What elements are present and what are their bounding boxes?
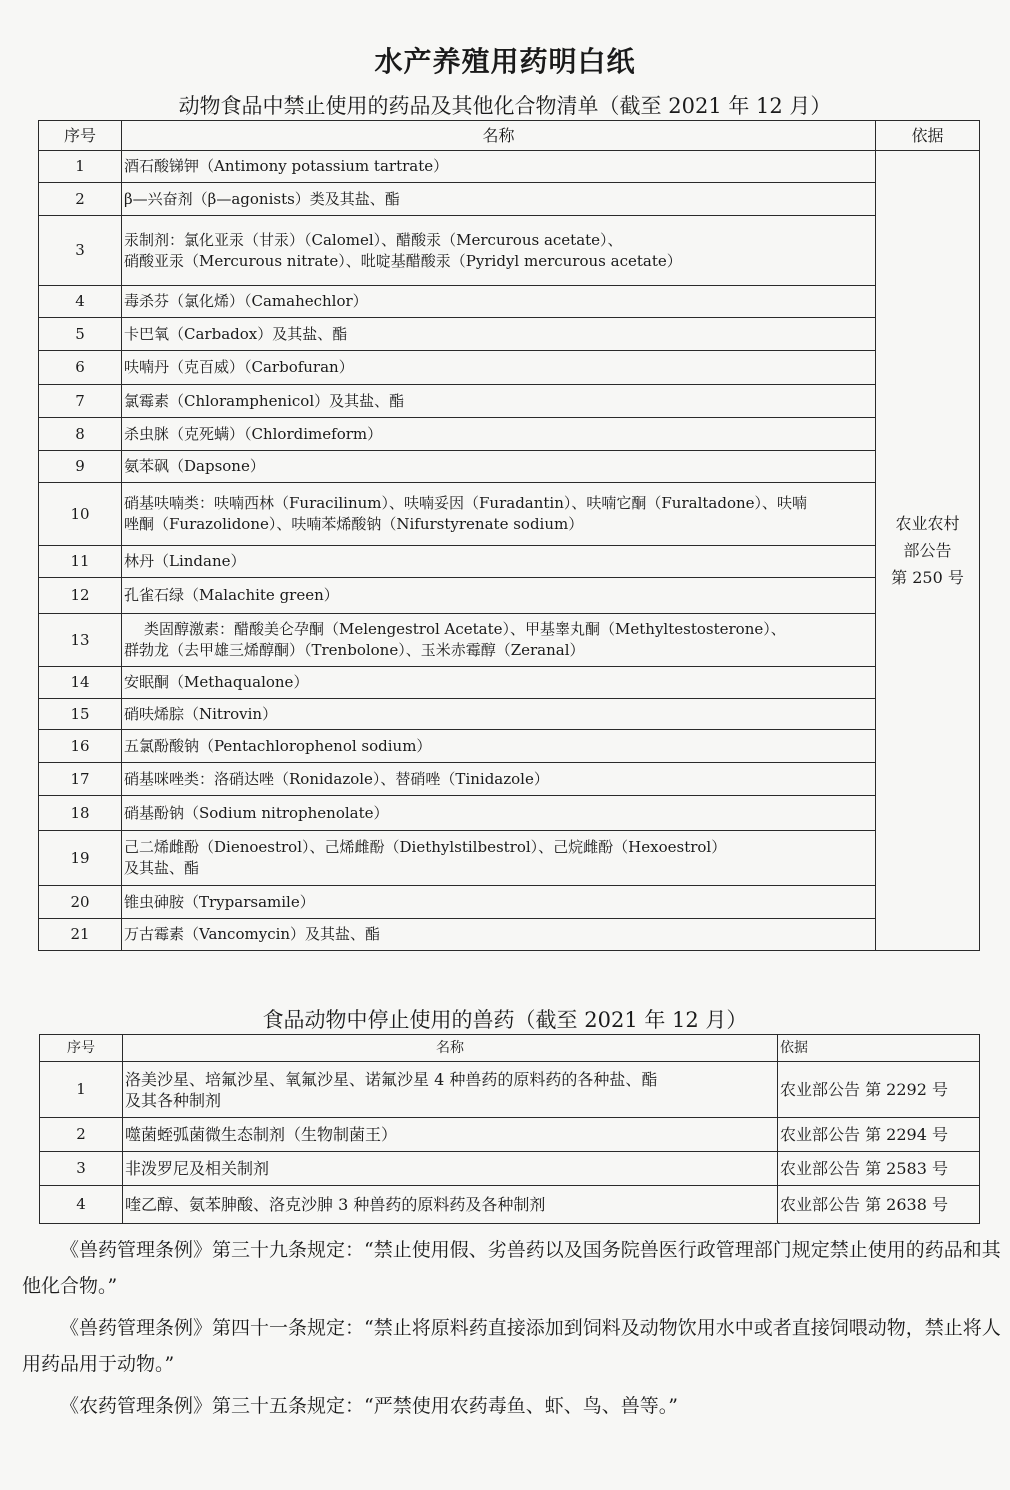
table-row (39, 886, 980, 919)
name-line: 硝呋烯腙（Nitrovin） (124, 704, 278, 723)
row-name (122, 730, 876, 763)
row-number: 10 (39, 483, 122, 546)
table-row (39, 763, 980, 796)
table-row (39, 385, 980, 418)
name-line: 硝基酚钠（Sodium nitrophenolate） (124, 803, 389, 822)
row-number: 15 (39, 699, 122, 730)
name-line: 酒石酸锑钾（Antimony potassium tartrate） (124, 157, 449, 175)
name-line: β—兴奋剂（β—agonists）类及其盐、酯 (124, 189, 400, 208)
row-name (122, 667, 876, 699)
name-line: 唑酮（Furazolidone）、呋喃苯烯酸钠（Nifurstyrenate sodium） (124, 515, 584, 533)
name-line: 万古霉素（Vancomycin）及其盐、酯 (124, 925, 381, 943)
basis-line: 部公告 (903, 541, 952, 560)
name-line: 汞制剂：氯化亚汞（甘汞）（Calomel）、醋酸汞（Mercurous acetate）、 (124, 230, 623, 249)
banned-substances-table (38, 120, 980, 951)
name-line: 安眠酮（Methaqualone） (124, 673, 309, 691)
name-line: 毒杀芬（氯化烯）（Camahechlor） (124, 292, 368, 310)
header-name: 名称 (123, 1035, 778, 1062)
header-basis: 依据 (876, 121, 980, 151)
table-row (39, 831, 980, 886)
table-row (40, 1118, 980, 1152)
name-line: 非泼罗尼及相关制剂 (125, 1159, 270, 1178)
row-number: 20 (39, 886, 122, 919)
row-number: 5 (39, 318, 122, 351)
row-basis: 农业部公告 第 2294 号 (778, 1118, 980, 1152)
name-line: 及其各种制剂 (125, 1090, 222, 1110)
row-name (122, 286, 876, 318)
name-line: 及其盐、酯 (124, 859, 200, 877)
name-line: 孔雀石绿（Malachite green） (124, 586, 339, 604)
row-number: 13 (39, 614, 122, 667)
row-number: 1 (40, 1062, 123, 1118)
row-name (122, 351, 876, 385)
table-row (39, 796, 980, 831)
basis-cell (876, 151, 980, 951)
row-number: 6 (39, 351, 122, 385)
header-basis: 依据 (778, 1035, 980, 1062)
row-name (122, 216, 876, 286)
row-name (122, 318, 876, 351)
row-name (122, 831, 876, 886)
row-name (122, 614, 876, 667)
name-line: 五氯酚酸钠（Pentachlorophenol sodium） (124, 736, 432, 755)
row-number: 18 (39, 796, 122, 831)
name-line: 噬菌蛭弧菌微生态制剂（生物制菌王） (125, 1125, 398, 1144)
header-no: 序号 (39, 121, 122, 151)
row-name (122, 451, 876, 483)
table-row (39, 483, 980, 546)
row-name (123, 1186, 778, 1224)
table-row (39, 546, 980, 578)
table-row (40, 1186, 980, 1224)
row-number: 19 (39, 831, 122, 886)
header-name: 名称 (122, 121, 876, 151)
table-row (40, 1152, 980, 1186)
row-name (122, 796, 876, 831)
row-name (123, 1152, 778, 1186)
row-basis: 农业部公告 第 2292 号 (778, 1062, 980, 1118)
row-name (122, 183, 876, 216)
table-row (39, 451, 980, 483)
row-number: 2 (39, 183, 122, 216)
name-line: 硝酸亚汞（Mercurous nitrate）、吡啶基醋酸汞（Pyridyl mercurous acetate） (124, 251, 682, 270)
row-number: 12 (39, 578, 122, 614)
row-number: 21 (39, 919, 122, 951)
table-row (39, 699, 980, 730)
name-line: 喹乙醇、氨苯胂酸、洛克沙胂 3 种兽药的原料药及各种制剂 (125, 1195, 546, 1214)
name-line: 锥虫砷胺（Tryparsamile） (124, 892, 315, 911)
row-name (122, 418, 876, 451)
row-name (122, 919, 876, 951)
row-number: 3 (39, 216, 122, 286)
row-number: 11 (39, 546, 122, 578)
table-row (39, 919, 980, 951)
row-number: 2 (40, 1118, 123, 1152)
row-number: 4 (40, 1186, 123, 1224)
regulation-paragraph: 《农药管理条例》第三十五条规定：“严禁使用农药毒鱼、虾、鸟、兽等。” (60, 1395, 678, 1417)
name-line: 氯霉素（Chloramphenicol）及其盐、酯 (124, 391, 405, 410)
regulation-paragraph: 《兽药管理条例》第四十一条规定：“禁止将原料药直接添加到饲料及动物饮用水中或者直接饲喂动物，禁止将人用药品用于动物。” (22, 1317, 1001, 1375)
row-name (123, 1062, 778, 1118)
row-name (122, 699, 876, 730)
row-name (123, 1118, 778, 1152)
row-number: 14 (39, 667, 122, 699)
row-basis: 农业部公告 第 2638 号 (778, 1186, 980, 1224)
row-name (122, 385, 876, 418)
name-line: 硝基咪唑类：洛硝达唑（Ronidazole）、替硝唑（Tinidazole） (124, 769, 549, 788)
table-row (39, 667, 980, 699)
table2-title: 食品动物中停止使用的兽药（截至 2021 年 12 月） (262, 1008, 748, 1032)
basis-line: 农业农村 (895, 514, 960, 533)
row-number: 4 (39, 286, 122, 318)
name-line: 氨苯砜（Dapsone） (124, 457, 265, 475)
basis-line: 第 250 号 (891, 568, 964, 587)
table-row (39, 183, 980, 216)
row-name (122, 578, 876, 614)
regulation-paragraph: 《兽药管理条例》第三十九条规定：“禁止使用假、劣兽药以及国务院兽医行政管理部门规定禁止使用的药品和其他化合物。” (22, 1239, 1001, 1297)
table1-title: 动物食品中禁止使用的药品及其他化合物清单（截至 2021 年 12 月） (178, 94, 832, 118)
row-name (122, 546, 876, 578)
row-name (122, 151, 876, 183)
name-line: 呋喃丹（克百威）（Carbofuran） (124, 358, 354, 376)
name-line: 杀虫脒（克死螨）（Chlordimeform） (124, 424, 383, 443)
row-number: 16 (39, 730, 122, 763)
row-number: 7 (39, 385, 122, 418)
name-line: 己二烯雌酚（Dienoestrol）、己烯雌酚（Diethylstilbestrol）、己烷雌酚（Hexoestrol） (124, 838, 727, 856)
table-row (39, 351, 980, 385)
row-number: 17 (39, 763, 122, 796)
row-name (122, 483, 876, 546)
row-basis: 农业部公告 第 2583 号 (778, 1152, 980, 1186)
table-row (39, 318, 980, 351)
table-row (39, 418, 980, 451)
row-number: 8 (39, 418, 122, 451)
name-line: 卡巴氧（Carbadox）及其盐、酯 (124, 324, 348, 343)
header-no: 序号 (40, 1035, 123, 1062)
table-row (39, 730, 980, 763)
row-number: 1 (39, 151, 122, 183)
table-row (39, 216, 980, 286)
row-name (122, 763, 876, 796)
name-line: 群勃龙（去甲雄三烯醇酮）（Trenbolone）、玉米赤霉醇（Zeranal） (124, 641, 585, 659)
table-row (40, 1062, 980, 1118)
name-line: 林丹（Lindane） (124, 552, 246, 570)
name-line: 洛美沙星、培氟沙星、氧氟沙星、诺氟沙星 4 种兽药的原料药的各种盐、酯 (125, 1069, 658, 1089)
table-row (39, 286, 980, 318)
table-row (39, 614, 980, 667)
discontinued-drugs-table (39, 1034, 980, 1224)
page-title: 水产养殖用药明白纸 (374, 45, 636, 78)
name-line: 类固醇激素：醋酸美仑孕酮（Melengestrol Acetate）、甲基睾丸酮（Methyltestosterone）、 (144, 620, 786, 638)
name-line: 硝基呋喃类：呋喃西林（Furacilinum）、呋喃妥因（Furadantin）、呋喃它酮（Furaltadone）、呋喃 (124, 494, 808, 512)
row-number: 3 (40, 1152, 123, 1186)
row-name (122, 886, 876, 919)
table-row (39, 151, 980, 183)
row-number: 9 (39, 451, 122, 483)
table-row (39, 578, 980, 614)
